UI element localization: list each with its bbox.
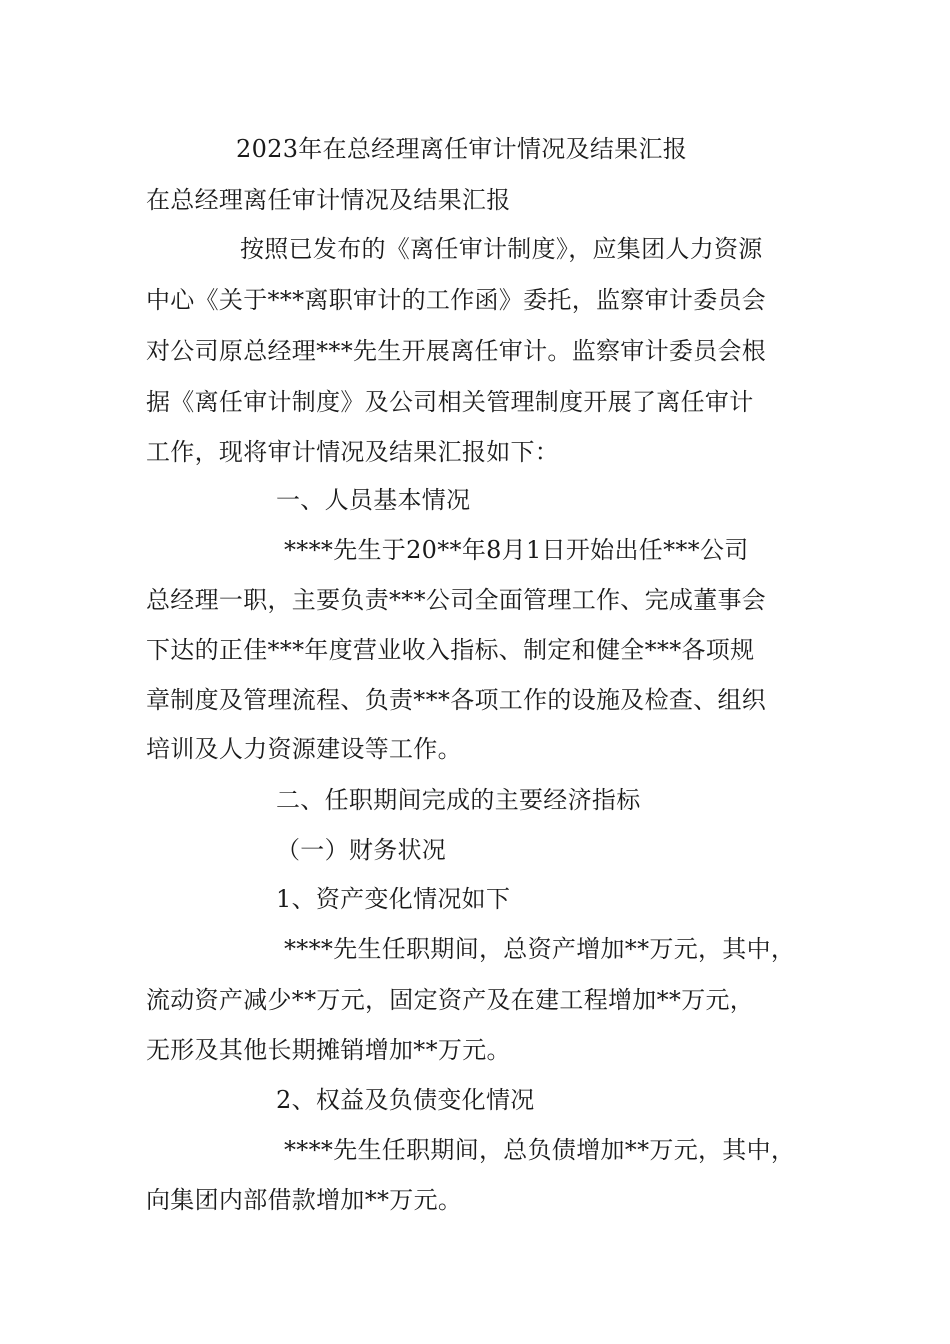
paragraph-line: 工作，现将审计情况及结果汇报如下： bbox=[146, 438, 560, 466]
paragraph-line: 向集团内部借款增加**万元。 bbox=[146, 1186, 463, 1214]
subsection-heading: 2、权益及负债变化情况 bbox=[276, 1086, 535, 1114]
paragraph-line: 流动资产减少**万元，固定资产及在建工程增加**万元， bbox=[146, 986, 755, 1014]
section-heading: 二、任职期间完成的主要经济指标 bbox=[276, 786, 641, 814]
paragraph-line: 总经理一职，主要负责***公司全面管理工作、完成董事会 bbox=[146, 586, 767, 614]
section-heading: 一、人员基本情况 bbox=[276, 486, 471, 514]
paragraph-line: 无形及其他长期摊销增加**万元。 bbox=[146, 1036, 511, 1064]
paragraph-line: ****先生于20**年8月1日开始出任***公司 bbox=[284, 536, 749, 564]
paragraph-line: 中心《关于***离职审计的工作函》委托，监察审计委员会 bbox=[146, 286, 767, 314]
paragraph-line: 培训及人力资源建设等工作。 bbox=[146, 735, 462, 763]
document-title: 2023年在总经理离任审计情况及结果汇报 bbox=[236, 135, 688, 163]
paragraph-line: 下达的正佳***年度营业收入指标、制定和健全***各项规 bbox=[146, 636, 755, 664]
subsection-heading: 1、资产变化情况如下 bbox=[276, 885, 511, 913]
subsection-heading: （一）财务状况 bbox=[276, 836, 447, 864]
paragraph-line: ****先生任职期间，总负债增加**万元，其中， bbox=[284, 1136, 796, 1164]
paragraph-line: 按照已发布的《离任审计制度》，应集团人力资源 bbox=[240, 235, 763, 263]
paragraph-line: 章制度及管理流程、负责***各项工作的设施及检查、组织 bbox=[146, 686, 767, 714]
paragraph-line: 对公司原总经理***先生开展离任审计。监察审计委员会根 bbox=[146, 337, 767, 365]
paragraph-line: ****先生任职期间，总资产增加**万元，其中， bbox=[284, 935, 796, 963]
paragraph-line: 据《离任审计制度》及公司相关管理制度开展了离任审计 bbox=[146, 388, 754, 416]
document-subtitle: 在总经理离任审计情况及结果汇报 bbox=[146, 186, 511, 214]
